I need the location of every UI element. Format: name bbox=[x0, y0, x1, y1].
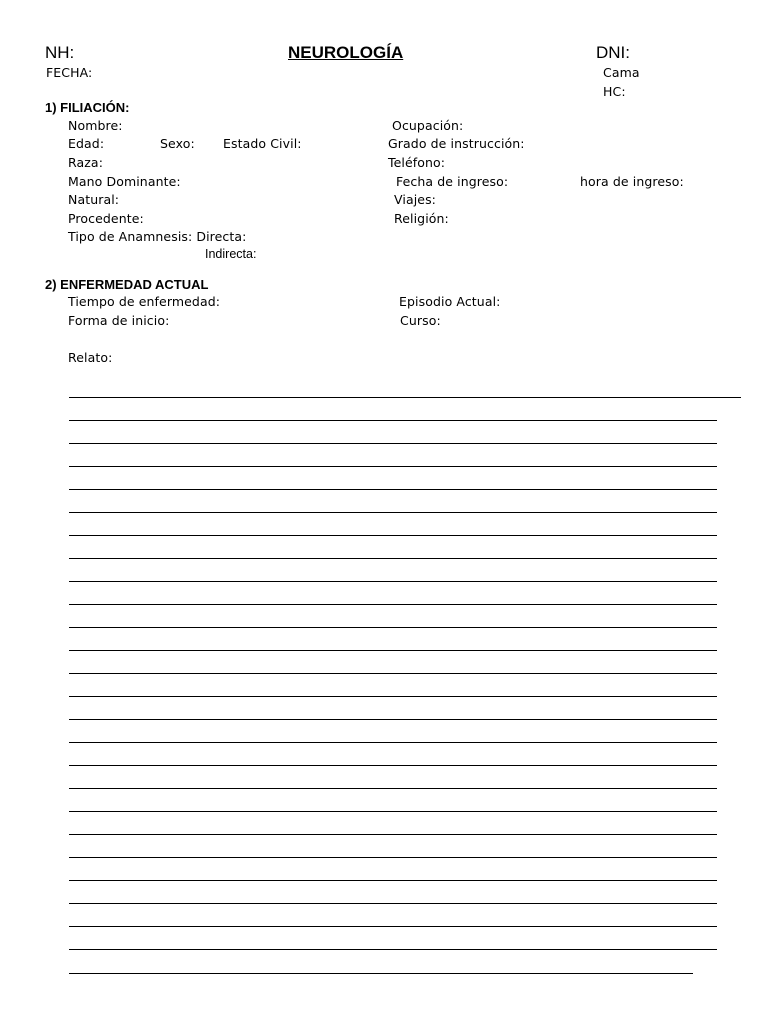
writing-line bbox=[69, 765, 717, 766]
writing-line bbox=[69, 696, 717, 697]
section-filiacion-heading: 1) FILIACIÓN: bbox=[45, 100, 130, 115]
ocupacion-label: Ocupación: bbox=[392, 118, 464, 133]
writing-line bbox=[69, 581, 717, 582]
section-enfermedad-heading: 2) ENFERMEDAD ACTUAL bbox=[45, 277, 209, 292]
viajes-label: Viajes: bbox=[394, 192, 436, 207]
fecha-label: FECHA: bbox=[46, 65, 93, 80]
nh-label: NH: bbox=[45, 43, 75, 62]
writing-line bbox=[69, 788, 717, 789]
writing-line bbox=[69, 604, 717, 605]
writing-line bbox=[69, 466, 717, 467]
writing-line bbox=[69, 443, 717, 444]
writing-line bbox=[69, 903, 717, 904]
estado-civil-label: Estado Civil: bbox=[223, 136, 302, 151]
writing-line bbox=[69, 489, 717, 490]
fecha-ingreso-label: Fecha de ingreso: bbox=[396, 174, 509, 189]
telefono-label: Teléfono: bbox=[388, 155, 446, 170]
edad-label: Edad: bbox=[68, 136, 105, 151]
writing-line bbox=[69, 719, 717, 720]
page-title: NEUROLOGÍA bbox=[288, 43, 404, 62]
writing-line bbox=[69, 949, 717, 950]
writing-line bbox=[69, 512, 717, 513]
relato-label: Relato: bbox=[68, 350, 113, 365]
writing-line bbox=[69, 834, 717, 835]
writing-line bbox=[69, 880, 717, 881]
dni-label: DNI: bbox=[596, 43, 630, 62]
writing-line bbox=[69, 673, 717, 674]
sexo-label: Sexo: bbox=[160, 136, 195, 151]
indirecta-label: Indirecta: bbox=[205, 247, 257, 261]
religion-label: Religión: bbox=[394, 211, 449, 226]
writing-line bbox=[69, 926, 717, 927]
nombre-label: Nombre: bbox=[68, 118, 123, 133]
forma-inicio-label: Forma de inicio: bbox=[68, 313, 170, 328]
episodio-actual-label: Episodio Actual: bbox=[399, 294, 501, 309]
writing-line bbox=[69, 650, 717, 651]
writing-line bbox=[69, 857, 717, 858]
writing-line bbox=[69, 420, 717, 421]
natural-label: Natural: bbox=[68, 192, 120, 207]
grado-instruccion-label: Grado de instrucción: bbox=[388, 136, 525, 151]
writing-line bbox=[69, 973, 693, 974]
procedente-label: Procedente: bbox=[68, 211, 144, 226]
writing-line bbox=[69, 627, 717, 628]
writing-line bbox=[69, 742, 717, 743]
tiempo-enfermedad-label: Tiempo de enfermedad: bbox=[68, 294, 221, 309]
writing-line bbox=[69, 535, 717, 536]
raza-label: Raza: bbox=[68, 155, 104, 170]
writing-line bbox=[69, 397, 741, 398]
mano-dominante-label: Mano Dominante: bbox=[68, 174, 181, 189]
writing-line bbox=[69, 811, 717, 812]
cama-label: Cama bbox=[603, 65, 640, 80]
writing-line bbox=[69, 558, 717, 559]
curso-label: Curso: bbox=[400, 313, 441, 328]
hc-label: HC: bbox=[603, 84, 626, 99]
hora-ingreso-label: hora de ingreso: bbox=[580, 174, 684, 189]
tipo-anamnesis-label: Tipo de Anamnesis: Directa: bbox=[68, 229, 247, 244]
